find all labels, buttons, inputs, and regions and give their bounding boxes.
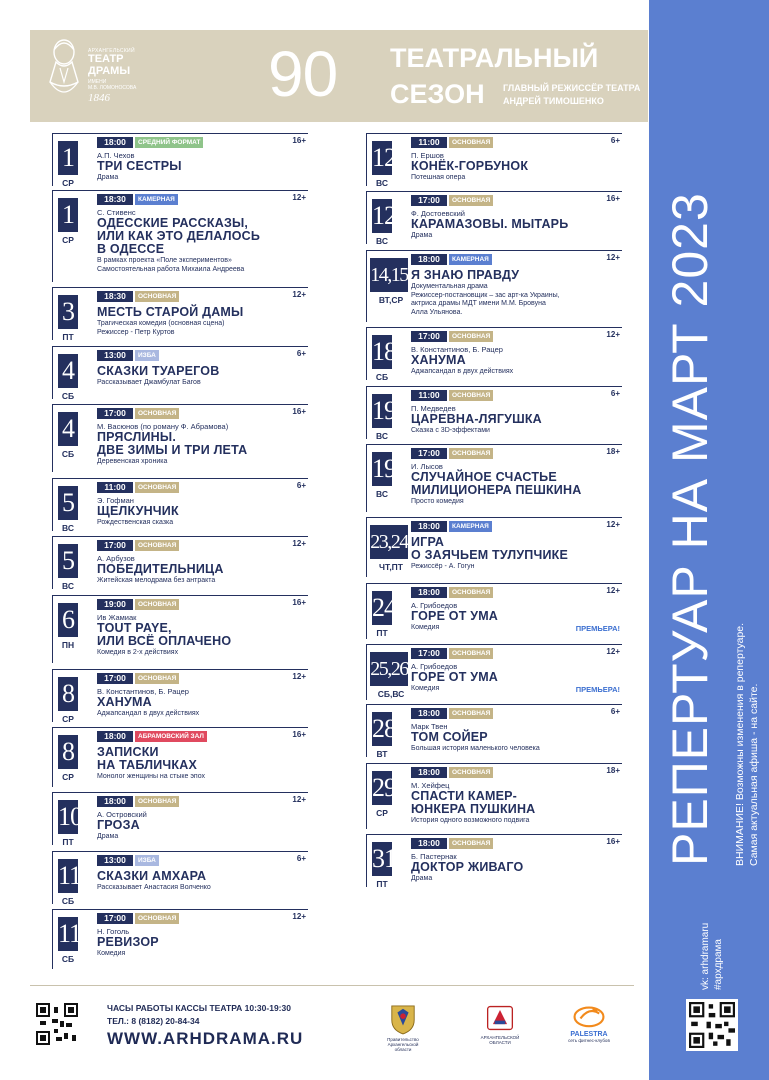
event-weekday: ПТ [376,628,388,638]
event-card[interactable] [366,644,622,700]
event-title[interactable]: ПОБЕДИТЕЛЬНИЦА [97,562,224,576]
season-title-line-2: СЕЗОН [390,79,485,109]
event-time: 18:00 [411,708,447,719]
event-weekday: ЧТ,ПТ [379,562,403,572]
age-rating: 12+ [606,647,620,656]
event-description: Рассказывает Джамбулат Багов [97,379,201,386]
event-description: Драма [411,875,433,882]
event-title[interactable]: МЕСТЬ СТАРОЙ ДАМЫ [97,305,244,319]
stage-badge: ОСНОВНАЯ [135,796,179,807]
event-description: Аджапсандал в двух действиях [411,368,514,375]
age-rating: 12+ [606,520,620,529]
repertoire-title: РЕПЕРТУАР НА МАРТ 2023 [662,192,718,866]
event-title[interactable]: СКАЗКИ ТУАРЕГОВ [97,364,220,378]
event-weekday: ВС [376,178,388,188]
event-title[interactable]: ГРОЗА [97,818,140,832]
event-date: 25,26 [370,652,408,686]
event-description: В рамках проекта «Поле экспериментов» Самостоятельная работа Михаила Андреева [97,257,245,273]
stage-badge: ОСНОВНАЯ [135,291,179,302]
stage-badge: ОСНОВНАЯ [449,448,493,459]
event-author: Э. Гофман [97,496,134,505]
age-rating: 12+ [292,290,306,299]
event-date: 12 [372,199,392,233]
event-date: 29 [372,771,392,805]
event-card[interactable] [52,727,308,787]
qr-code-icon [36,1003,78,1045]
event-title[interactable]: ХАНУМА [97,695,152,709]
event-description: Режиссёр - А. Гогун [411,563,475,570]
event-title[interactable]: ЗАПИСКИ НА ТАБЛИЧКАХ [97,745,198,772]
event-time: 17:00 [97,913,133,924]
event-weekday: СБ [375,372,389,382]
stage-badge: ОСНОВНАЯ [449,331,493,342]
event-card[interactable] [52,287,308,340]
event-time: 18:00 [97,137,133,148]
event-card[interactable] [366,133,622,186]
age-rating: 12+ [292,912,306,921]
event-date: 8 [58,735,78,769]
event-card[interactable] [52,595,308,663]
event-weekday: СБ,ВС [377,689,405,699]
event-weekday: СБ [61,896,75,906]
event-time: 18:00 [411,767,447,778]
regional-emblem-icon [482,1003,518,1033]
stage-badge: ОСНОВНАЯ [449,137,493,148]
event-card[interactable] [366,386,622,439]
age-rating: 6+ [610,707,620,716]
event-description: Просто комедия [411,498,464,505]
event-author: В. Константинов, Б. Рацер [411,345,503,354]
age-rating: 6+ [610,136,620,145]
event-date: 23,24 [370,525,408,559]
event-weekday: СР [62,772,74,782]
stage-badge: ИЗБА [135,855,159,866]
event-title[interactable]: КОНЁК-ГОРБУНОК [411,159,529,173]
age-rating: 6+ [296,349,306,358]
stage-badge: КАМЕРНАЯ [135,194,178,205]
event-title[interactable]: ЩЕЛКУНЧИК [97,504,179,518]
event-date: 31 [372,842,392,876]
event-card[interactable] [366,763,622,829]
logo-line-2: ТЕАТР [88,53,124,65]
event-author: П. Медведев [411,404,456,413]
event-card[interactable] [366,191,622,244]
logo-line-5: М.В. ЛОМОНОСОВА [88,85,137,91]
footer-divider [30,985,634,986]
event-card[interactable] [366,517,622,577]
event-date: 18 [372,335,392,369]
event-time: 18:30 [97,291,133,302]
event-author: М. Хейфец [411,781,450,790]
event-title[interactable]: ДОКТОР ЖИВАГО [411,860,524,874]
event-date: 19 [372,452,392,486]
age-rating: 6+ [296,854,306,863]
logo-line-3: ДРАМЫ [88,65,131,77]
box-office-phone[interactable]: ТЕЛ.: 8 (8182) 20-84-34 [107,1016,200,1026]
event-weekday: СБ [61,954,75,964]
age-rating: 12+ [606,330,620,339]
hashtag: #архдрама [713,939,724,990]
event-card[interactable] [366,327,622,380]
event-time: 17:00 [97,540,133,551]
event-author: А. Арбузов [97,554,135,563]
event-weekday: ПТ [376,879,388,889]
event-card[interactable] [52,851,308,904]
event-description: Комедия [411,685,440,692]
event-description: Комедия в 2-х действиях [97,649,179,656]
theatre-logo[interactable] [46,38,156,108]
event-weekday: СР [376,808,388,818]
event-description: Рождественская сказка [97,519,174,526]
event-time: 17:00 [411,648,447,659]
stage-badge: ИЗБА [135,350,159,361]
age-rating: 16+ [606,837,620,846]
coat-of-arms-icon [389,1003,417,1035]
stage-badge: ОСНОВНАЯ [135,482,179,493]
premiere-label: ПРЕМЬЕРА! [575,624,620,633]
event-title[interactable]: ТОМ СОЙЕР [411,730,488,744]
event-title[interactable]: СКАЗКИ АМХАРА [97,869,207,883]
age-rating: 12+ [606,253,620,262]
age-rating: 16+ [606,194,620,203]
event-title[interactable]: КАРАМАЗОВЫ. МЫТАРЬ [411,217,569,231]
event-description: Комедия [411,624,440,631]
stage-badge: ОСНОВНАЯ [135,599,179,610]
event-title[interactable]: РЕВИЗОР [97,935,159,949]
event-card[interactable] [52,478,308,531]
event-description: Драма [411,232,433,239]
event-time: 18:00 [411,838,447,849]
event-description: Житейская мелодрама без антракта [97,577,216,584]
stage-badge: ОСНОВНАЯ [135,408,179,419]
event-weekday: ПТ [62,332,74,342]
age-rating: 6+ [610,389,620,398]
age-rating: 16+ [292,407,306,416]
stage-badge: КАМЕРНАЯ [449,254,492,265]
event-title[interactable]: ЦАРЕВНА-ЛЯГУШКА [411,412,542,426]
stage-badge: ОСНОВНАЯ [449,390,493,401]
event-weekday: ВТ [376,749,388,759]
event-time: 11:00 [97,482,133,493]
event-time: 13:00 [97,350,133,361]
age-rating: 6+ [296,481,306,490]
lomonosov-bust-icon [46,38,82,104]
event-time: 11:00 [411,137,447,148]
partner-region-label: АРХАНГЕЛЬСКОЙ ОБЛАСТИ [480,1035,520,1045]
age-rating: 16+ [292,598,306,607]
event-weekday: ВТ,СР [378,295,404,305]
event-weekday: СР [62,714,74,724]
changes-note: ВНИМАНИЕ! Возможны изменения в репертуаре. [734,622,746,866]
event-author: А.П. Чехов [97,151,135,160]
event-date: 12 [372,141,392,175]
event-date: 4 [58,354,78,388]
partner-palestra[interactable] [564,1003,614,1043]
stage-badge: ОСНОВНАЯ [449,648,493,659]
event-author: Ф. Достоевский [411,209,465,218]
event-description: Драма [97,833,119,840]
event-title[interactable]: ТРИ СЕСТРЫ [97,159,182,173]
age-rating: 18+ [606,766,620,775]
event-author: М. Васюнов (по роману Ф. Абрамова) [97,422,229,431]
event-weekday: ВС [376,489,388,499]
website-note: Самая актуальная афиша - на сайте. [748,683,760,866]
event-time: 18:30 [97,194,133,205]
event-time: 11:00 [411,390,447,401]
logo-line-4: ИМЕНИ [88,79,107,85]
age-rating: 18+ [606,447,620,456]
age-rating: 12+ [292,795,306,804]
premiere-label: ПРЕМЬЕРА! [575,685,620,694]
event-weekday: ВС [62,523,74,533]
event-card[interactable] [366,250,622,322]
director-caption: ГЛАВНЫЙ РЕЖИССЁР ТЕАТРА [503,83,641,93]
age-rating: 12+ [292,672,306,681]
event-author: А. Грибоедов [411,601,458,610]
event-card[interactable] [52,346,308,399]
event-description: Драма [97,174,119,181]
event-time: 13:00 [97,855,133,866]
event-title[interactable]: ГОРЕ ОТ УМА [411,609,499,623]
partner-region[interactable] [472,1003,528,1045]
event-card[interactable] [52,669,308,722]
age-rating: 12+ [292,539,306,548]
event-date: 28 [372,712,392,746]
event-weekday: ВС [376,431,388,441]
event-time: 17:00 [97,408,133,419]
event-author: В. Константинов, Б. Рацер [97,687,189,696]
event-weekday: ВС [62,581,74,591]
event-weekday: ВС [376,236,388,246]
event-author: Б. Пастернак [411,852,457,861]
stage-badge: ОСНОВНАЯ [449,708,493,719]
stage-badge: ОСНОВНАЯ [135,913,179,924]
event-title[interactable]: ГОРЕ ОТ УМА [411,670,499,684]
event-title[interactable]: ХАНУМА [411,353,466,367]
event-weekday: СБ [61,391,75,401]
event-author: Ив Жамиак [97,613,137,622]
event-weekday: СР [62,235,74,245]
event-card[interactable] [366,444,622,512]
event-author: И. Лысов [411,462,443,471]
event-author: Н. Гоголь [97,927,130,936]
age-rating: 12+ [606,586,620,595]
event-time: 18:00 [97,796,133,807]
event-description: История одного возможного подвига [411,817,530,824]
event-author: А. Грибоедов [411,662,458,671]
event-date: 6 [58,603,78,637]
event-title[interactable]: СЛУЧАЙНОЕ СЧАСТЬЕ МИЛИЦИОНЕРА ПЕШКИНА [411,470,582,497]
event-author: А. Островский [97,810,147,819]
stage-badge: ОСНОВНАЯ [135,540,179,551]
qr-code-icon [689,1002,735,1048]
event-description: Потешная опера [411,174,466,181]
partner-palestra-name: PALESTRA [570,1031,608,1038]
stage-badge: ОСНОВНАЯ [449,587,493,598]
age-rating: 12+ [292,193,306,202]
side-qr-code[interactable] [686,999,738,1051]
event-card[interactable] [52,536,308,589]
event-date: 3 [58,295,78,329]
event-title[interactable]: TOUT PAYE, ИЛИ ВСЁ ОПЛАЧЕНО [97,621,232,648]
website-link[interactable]: WWW.ARHDRAMA.RU [107,1029,304,1048]
event-description: Рассказывает Анастасия Волченко [97,884,211,891]
event-date: 19 [372,394,392,428]
event-title[interactable]: Я ЗНАЮ ПРАВДУ [411,268,520,282]
season-number: 90 [268,38,338,110]
event-title[interactable]: СПАСТИ КАМЕР- ЮНКЕРА ПУШКИНА [411,789,536,816]
event-description: Деревенская хроника [97,458,168,465]
event-card[interactable] [52,133,308,186]
event-date: 4 [58,412,78,446]
event-card[interactable] [52,404,308,472]
event-description: Сказка с 3D-эффектами [411,427,490,434]
season-title-line-1: ТЕАТРАЛЬНЫЙ [390,43,599,73]
event-date: 1 [58,198,78,232]
box-office-hours: ЧАСЫ РАБОТЫ КАССЫ ТЕАТРА 10:30-19:30 [107,1003,291,1013]
event-author: Марк Твен [411,722,448,731]
event-description: Аджапсандал в двух действиях [97,710,200,717]
event-author: П. Ершов [411,151,444,160]
vk-link[interactable]: vk: arhdramaru [700,922,711,990]
event-date: 10 [58,800,78,834]
stage-badge: СРЕДНИЙ ФОРМАТ [135,137,203,148]
director-name: АНДРЕЙ ТИМОШЕНКО [503,96,604,106]
stage-badge: ОСНОВНАЯ [135,673,179,684]
event-time: 17:00 [411,195,447,206]
stage-badge: АБРАМОВСКИЙ ЗАЛ [135,731,207,742]
event-time: 17:00 [97,673,133,684]
logo-line-1: АРХАНГЕЛЬСКИЙ [88,48,135,54]
event-weekday: СБ [61,449,75,459]
event-date: 8 [58,677,78,711]
event-time: 18:00 [411,254,447,265]
event-time: 17:00 [411,331,447,342]
event-date: 11 [58,917,78,951]
event-card[interactable] [366,704,622,757]
event-card[interactable] [52,909,308,969]
event-description: Большая история маленького человека [411,745,540,752]
event-time: 18:00 [411,587,447,598]
event-title[interactable]: ПРЯСЛИНЫ. ДВЕ ЗИМЫ И ТРИ ЛЕТА [97,430,248,457]
event-time: 18:00 [411,521,447,532]
stage-badge: КАМЕРНАЯ [449,521,492,532]
partner-palestra-sub: сеть фитнес-клубов [568,1038,610,1043]
stage-badge: ОСНОВНАЯ [449,767,493,778]
age-rating: 16+ [292,730,306,739]
stage-badge: ОСНОВНАЯ [449,838,493,849]
event-title[interactable]: ОДЕССКИЕ РАССКАЗЫ, ИЛИ КАК ЭТО ДЕЛАЛОСЬ В ОДЕССЕ [97,216,261,256]
event-date: 11 [58,859,78,893]
event-date: 14,15 [370,258,408,292]
event-author: С. Стивенс [97,208,136,217]
event-card[interactable] [52,190,308,282]
palestra-logo-icon [572,1003,606,1029]
event-card[interactable] [366,834,622,887]
event-weekday: СР [62,178,74,188]
event-description: Документальная драма Режиссер-постановщик – зас арт-ка Украины, актриса драмы МДТ имени М.М. Бровуна Алла Ульянова. [411,283,560,316]
event-time: 18:00 [97,731,133,742]
event-description: Комедия [97,950,126,957]
event-date: 24 [372,591,392,625]
event-card[interactable] [366,583,622,639]
event-date: 5 [58,486,78,520]
stage-badge: ОСНОВНАЯ [449,195,493,206]
event-title[interactable]: ИГРА О ЗАЯЧЬЕМ ТУЛУПЧИКЕ [411,535,569,562]
event-time: 17:00 [411,448,447,459]
event-description: Трагическая комедия (основная сцена) Режиссер - Петр Куртов [97,320,225,336]
event-date: 1 [58,141,78,175]
event-weekday: ПТ [62,837,74,847]
logo-year: 1846 [88,92,110,104]
footer-qr-code[interactable] [36,1003,78,1045]
event-time: 19:00 [97,599,133,610]
event-weekday: ПН [61,640,75,650]
event-card[interactable] [52,792,308,845]
age-rating: 16+ [292,136,306,145]
partner-government-label: Правительство Архангельской области [387,1037,419,1052]
event-date: 5 [58,544,78,578]
partner-government[interactable] [380,1003,426,1052]
event-description: Монолог женщины на стыке эпох [97,773,206,780]
